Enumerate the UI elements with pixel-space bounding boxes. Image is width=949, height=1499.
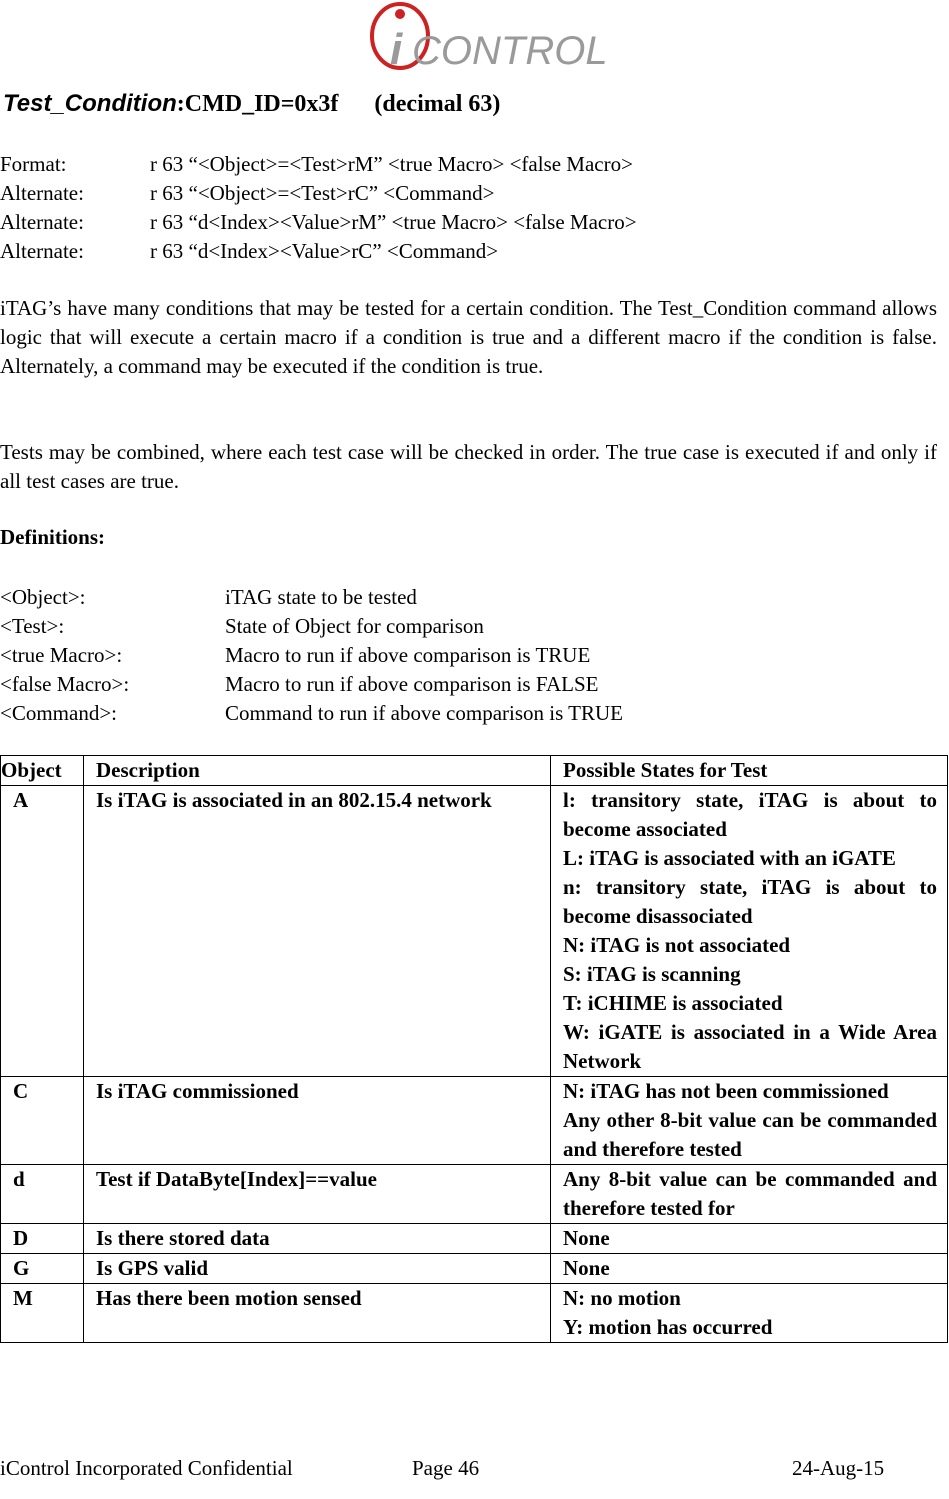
table-row: d Test if DataByte[Index]==value Any 8-bit value can be commanded and therefore tested for <box>1 1165 948 1224</box>
table-row: M Has there been motion sensed N: no motion Y: motion has occurred <box>1 1284 948 1343</box>
command-name: Test_Condition <box>3 90 177 117</box>
definitions-list <box>0 583 623 728</box>
footer-date: 24-Aug-15 <box>792 1456 885 1480</box>
format-row: Alternate: r 63 “d<Index><Value>rC” <Command> <box>0 239 499 263</box>
table-row: A Is iTAG is associated in an 802.15.4 network l: transitory state, iTAG is about to become associated L: iTAG is associated with an iGATE n: transitory state, iTAG is about to become disassociated N: iTAG is not associated S: iTAG is scanning T: iCHIME is associated W: iGATE is associated in a Wide Area Network <box>1 786 948 1077</box>
footer-confidential: iControl Incorporated Confidential <box>0 1456 293 1480</box>
definitions-heading: Definitions: <box>0 525 105 549</box>
table-row: C Is iTAG commissioned N: iTAG has not been commissioned Any other 8-bit value can be commanded and therefore tested <box>1 1077 948 1165</box>
page-title <box>3 90 500 118</box>
header-description: Description <box>84 756 551 786</box>
command-id: :CMD_ID=0x3f <box>176 91 339 117</box>
header-states: Possible States for Test <box>551 756 948 786</box>
svg-text:CONTROL: CONTROL <box>412 29 608 73</box>
table-row: D Is there stored data None <box>1 1224 948 1254</box>
command-decimal: (decimal 63) <box>374 91 501 117</box>
table-row: G Is GPS valid None <box>1 1254 948 1284</box>
table-header-row <box>1 756 948 786</box>
footer-page-number: Page 46 <box>412 1456 480 1480</box>
format-list <box>0 150 637 266</box>
intro-paragraph: iTAG’s have many conditions that may be tested for a certain condition. The Test_Condition command allows logic that will execute a certain macro if a condition is true and a different macro if the condition is false. Alternately, a command may be executed if the condition is true. <box>0 296 937 378</box>
definition-row: <Test>: State of Object for comparison <box>0 614 484 638</box>
svg-text:i: i <box>390 25 403 74</box>
combine-paragraph: Tests may be combined, where each test case will be checked in order. The true case is executed if and only if all test cases are true. <box>0 440 937 493</box>
definition-row: <false Macro>: Macro to run if above comparison is FALSE <box>0 672 599 696</box>
object-table <box>0 755 948 1343</box>
definition-row: <Object>: iTAG state to be tested <box>0 585 417 609</box>
format-row: Alternate: r 63 “<Object>=<Test>rC” <Command> <box>0 181 495 205</box>
definition-row: <true Macro>: Macro to run if above comparison is TRUE <box>0 643 591 667</box>
format-row: Alternate: r 63 “d<Index><Value>rM” <true Macro> <false Macro> <box>0 210 637 234</box>
header-object: Object <box>1 756 84 786</box>
definition-row: <Command>: Command to run if above comparison is TRUE <box>0 701 623 725</box>
icontrol-logo <box>360 2 608 78</box>
page-footer <box>0 1456 949 1486</box>
format-row: Format: r 63 “<Object>=<Test>rM” <true Macro> <false Macro> <box>0 152 633 176</box>
